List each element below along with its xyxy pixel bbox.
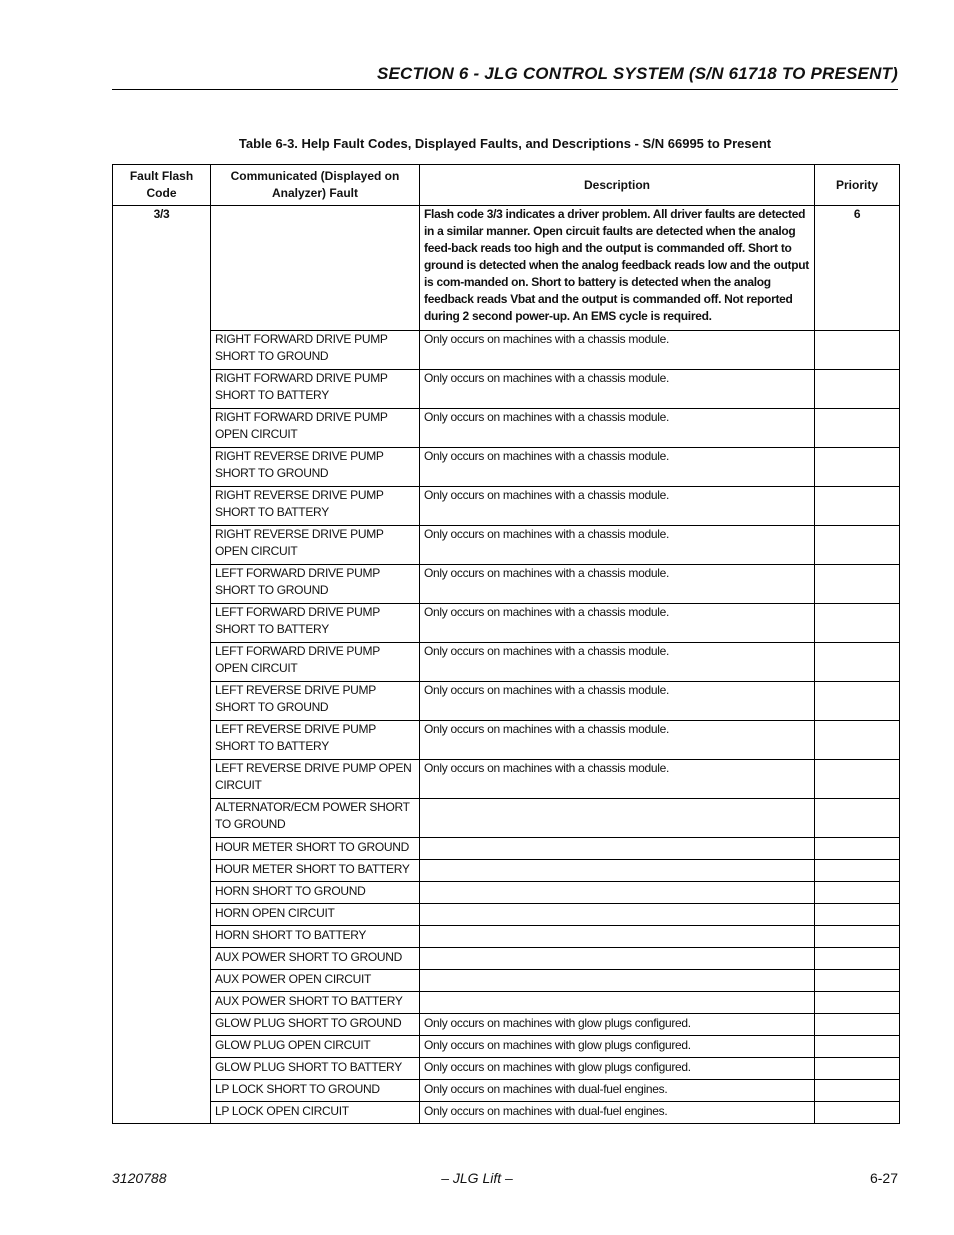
- description-cell: Only occurs on machines with a chassis module.: [420, 760, 815, 799]
- priority-cell: [815, 1036, 900, 1058]
- table-row: [113, 882, 900, 904]
- description-cell: Only occurs on machines with glow plugs configured.: [420, 1014, 815, 1036]
- priority-cell: [815, 860, 900, 882]
- description-cell: Only occurs on machines with a chassis module.: [420, 487, 815, 526]
- table-body: [113, 206, 900, 1124]
- table-row: [113, 682, 900, 721]
- table-row: [113, 860, 900, 882]
- table-row: [113, 838, 900, 860]
- description-cell: Only occurs on machines with a chassis module.: [420, 409, 815, 448]
- fault-cell: RIGHT FORWARD DRIVE PUMP SHORT TO BATTERY: [211, 370, 420, 409]
- fault-cell: ALTERNATOR/ECM POWER SHORT TO GROUND: [211, 799, 420, 838]
- priority-cell: [815, 448, 900, 487]
- priority-cell: [815, 799, 900, 838]
- column-header-code: Fault Flash Code: [113, 165, 211, 206]
- priority-cell: [815, 643, 900, 682]
- table-row: [113, 1036, 900, 1058]
- description-cell: [420, 948, 815, 970]
- fault-cell: LP LOCK SHORT TO GROUND: [211, 1080, 420, 1102]
- table-row: [113, 760, 900, 799]
- priority-cell: [815, 487, 900, 526]
- fault-cell: LEFT FORWARD DRIVE PUMP OPEN CIRCUIT: [211, 643, 420, 682]
- fault-cell: HORN SHORT TO GROUND: [211, 882, 420, 904]
- priority-cell: [815, 370, 900, 409]
- column-header-description: Description: [420, 165, 815, 206]
- table-row: [113, 448, 900, 487]
- table-row: [113, 948, 900, 970]
- priority-cell: [815, 721, 900, 760]
- flash-code-cell: 3/3: [113, 206, 211, 1124]
- table-row: [113, 1058, 900, 1080]
- priority-cell: [815, 1014, 900, 1036]
- description-cell: [420, 860, 815, 882]
- page-number: 6-27: [869, 1170, 898, 1186]
- column-header-priority: Priority: [815, 165, 900, 206]
- table-row: [113, 721, 900, 760]
- table-row: [113, 1080, 900, 1102]
- priority-cell: 6: [815, 206, 900, 331]
- description-cell: [420, 882, 815, 904]
- priority-cell: [815, 882, 900, 904]
- description-cell: [420, 992, 815, 1014]
- header-divider: [112, 89, 898, 90]
- table-row: [113, 565, 900, 604]
- description-cell: Only occurs on machines with a chassis module.: [420, 565, 815, 604]
- description-cell: Only occurs on machines with dual-fuel engines.: [420, 1102, 815, 1124]
- table-row: [113, 904, 900, 926]
- table-row: [113, 992, 900, 1014]
- fault-cell: RIGHT REVERSE DRIVE PUMP SHORT TO BATTERY: [211, 487, 420, 526]
- fault-cell: RIGHT FORWARD DRIVE PUMP OPEN CIRCUIT: [211, 409, 420, 448]
- fault-codes-table: [112, 164, 900, 1124]
- priority-cell: [815, 760, 900, 799]
- fault-cell: LEFT REVERSE DRIVE PUMP OPEN CIRCUIT: [211, 760, 420, 799]
- priority-cell: [815, 526, 900, 565]
- fault-cell: RIGHT REVERSE DRIVE PUMP SHORT TO GROUND: [211, 448, 420, 487]
- priority-cell: [815, 992, 900, 1014]
- description-cell: Only occurs on machines with a chassis module.: [420, 370, 815, 409]
- description-cell: Only occurs on machines with a chassis module.: [420, 448, 815, 487]
- table-row: [113, 331, 900, 370]
- fault-cell: HORN OPEN CIRCUIT: [211, 904, 420, 926]
- fault-cell: LEFT REVERSE DRIVE PUMP SHORT TO GROUND: [211, 682, 420, 721]
- priority-cell: [815, 1080, 900, 1102]
- fault-cell: HOUR METER SHORT TO GROUND: [211, 838, 420, 860]
- priority-cell: [815, 970, 900, 992]
- description-cell: Only occurs on machines with a chassis module.: [420, 526, 815, 565]
- description-cell: Only occurs on machines with dual-fuel engines.: [420, 1080, 815, 1102]
- priority-cell: [815, 926, 900, 948]
- fault-cell: LEFT REVERSE DRIVE PUMP SHORT TO BATTERY: [211, 721, 420, 760]
- fault-cell: AUX POWER OPEN CIRCUIT: [211, 970, 420, 992]
- table-row: [113, 370, 900, 409]
- priority-cell: [815, 565, 900, 604]
- fault-cell: RIGHT FORWARD DRIVE PUMP SHORT TO GROUND: [211, 331, 420, 370]
- description-cell: Only occurs on machines with a chassis module.: [420, 331, 815, 370]
- description-cell: Flash code 3/3 indicates a driver problem. All driver faults are detected in a similar manner. Open circuit faults are detected when the analog feed-back reads too high and the output is commanded off. Short to ground is detected when the analog feedback reads low and the output is com-manded on. Short to battery is detected when the analog feedback reads Vbat and the output is commanded off. Not reported during 2 second power-up. An EMS cycle is required.: [420, 206, 815, 331]
- description-cell: [420, 838, 815, 860]
- fault-cell: HOUR METER SHORT TO BATTERY: [211, 860, 420, 882]
- section-title: SECTION 6 - JLG CONTROL SYSTEM (S/N 61718 TO PRESENT): [376, 64, 898, 83]
- table-row: [113, 926, 900, 948]
- table-row: [113, 799, 900, 838]
- priority-cell: [815, 682, 900, 721]
- table-row: [113, 409, 900, 448]
- doc-number: 3120788: [112, 1170, 167, 1186]
- fault-cell: LEFT FORWARD DRIVE PUMP SHORT TO GROUND: [211, 565, 420, 604]
- table-row: [113, 643, 900, 682]
- description-cell: [420, 904, 815, 926]
- fault-cell: LP LOCK OPEN CIRCUIT: [211, 1102, 420, 1124]
- priority-cell: [815, 331, 900, 370]
- description-cell: [420, 970, 815, 992]
- description-cell: [420, 926, 815, 948]
- table-row: [113, 1014, 900, 1036]
- priority-cell: [815, 948, 900, 970]
- priority-cell: [815, 604, 900, 643]
- table-row: [113, 487, 900, 526]
- description-cell: Only occurs on machines with a chassis module.: [420, 682, 815, 721]
- fault-cell: [211, 206, 420, 331]
- fault-cell: LEFT FORWARD DRIVE PUMP SHORT TO BATTERY: [211, 604, 420, 643]
- priority-cell: [815, 1058, 900, 1080]
- fault-cell: AUX POWER SHORT TO BATTERY: [211, 992, 420, 1014]
- table-row: [113, 526, 900, 565]
- priority-cell: [815, 904, 900, 926]
- fault-cell: GLOW PLUG SHORT TO BATTERY: [211, 1058, 420, 1080]
- fault-cell: AUX POWER SHORT TO GROUND: [211, 948, 420, 970]
- description-cell: Only occurs on machines with glow plugs configured.: [420, 1036, 815, 1058]
- description-cell: Only occurs on machines with a chassis module.: [420, 721, 815, 760]
- column-header-fault: Communicated (Displayed on Analyzer) Fault: [211, 165, 420, 206]
- description-cell: Only occurs on machines with a chassis module.: [420, 604, 815, 643]
- fault-cell: HORN SHORT TO BATTERY: [211, 926, 420, 948]
- fault-cell: RIGHT REVERSE DRIVE PUMP OPEN CIRCUIT: [211, 526, 420, 565]
- priority-cell: [815, 409, 900, 448]
- table-header-row: [113, 165, 900, 206]
- description-cell: Only occurs on machines with glow plugs configured.: [420, 1058, 815, 1080]
- priority-cell: [815, 1102, 900, 1124]
- description-cell: Only occurs on machines with a chassis module.: [420, 643, 815, 682]
- description-cell: [420, 799, 815, 838]
- table-row: [113, 206, 900, 331]
- footer-brand: – JLG Lift –: [441, 1170, 513, 1186]
- fault-cell: GLOW PLUG OPEN CIRCUIT: [211, 1036, 420, 1058]
- table-row: [113, 970, 900, 992]
- table-row: [113, 1102, 900, 1124]
- table-row: [113, 604, 900, 643]
- table-title: Table 6-3. Help Fault Codes, Displayed Faults, and Descriptions - S/N 66995 to Present: [238, 136, 772, 151]
- fault-cell: GLOW PLUG SHORT TO GROUND: [211, 1014, 420, 1036]
- priority-cell: [815, 838, 900, 860]
